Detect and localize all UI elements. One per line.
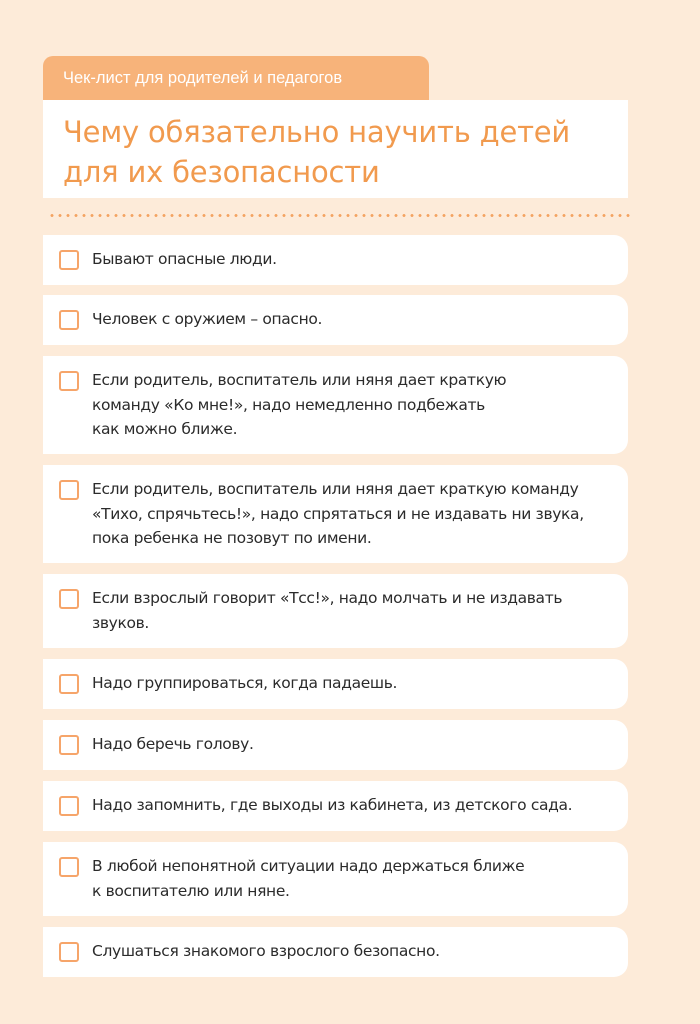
checklist-item-line: Надо группироваться, когда падаешь. (92, 674, 398, 692)
checklist-item (43, 574, 628, 648)
checkbox[interactable] (59, 674, 79, 694)
checkbox[interactable] (59, 250, 79, 270)
dotted-divider (48, 214, 630, 217)
checklist-item-text (92, 368, 618, 442)
checklist-item (43, 720, 628, 770)
checklist-item (43, 781, 628, 831)
checklist-item-text (92, 247, 618, 272)
checklist-item-text (92, 732, 618, 757)
checklist-item (43, 235, 628, 285)
checklist-item-text (92, 586, 618, 635)
checklist-item (43, 295, 628, 345)
checklist-item-text (92, 854, 618, 903)
checklist-item-text (92, 477, 618, 551)
checklist-item (43, 927, 628, 977)
checklist-item-text (92, 671, 618, 696)
checklist-item-line: Надо беречь голову. (92, 735, 254, 753)
page-title-line-1: Чему обязательно научить детей (63, 115, 571, 149)
page-title-line-2: для их безопасности (63, 155, 380, 189)
checklist-item-line: команду «Ко мне!», надо немедленно подбежать (92, 395, 485, 414)
checklist-item-line: Если родитель, воспитатель или няня дает краткую команду (92, 480, 579, 498)
checklist-item-line: Бывают опасные люди. (92, 250, 277, 268)
checklist-item-line: В любой непонятной ситуации надо держаться ближе (92, 857, 525, 875)
checklist-item (43, 659, 628, 709)
checklist-item (43, 356, 628, 454)
checklist-category-tag (43, 56, 429, 100)
checklist-item-line: к воспитателю или няне. (92, 881, 290, 900)
checkbox[interactable] (59, 735, 79, 755)
checklist-item (43, 842, 628, 916)
checkbox[interactable] (59, 942, 79, 962)
checkbox[interactable] (59, 371, 79, 391)
checklist-item-line: «Тихо, спрячьтесь!», надо спрятаться и не издавать ни звука, (92, 504, 584, 523)
checklist-item-line: Надо запомнить, где выходы из кабинета, из детского сада. (92, 796, 573, 814)
checklist-item (43, 465, 628, 563)
checklist-item-text (92, 939, 618, 964)
checkbox[interactable] (59, 310, 79, 330)
checklist-item-line: Если взрослый говорит «Тсс!», надо молчать и не издавать (92, 589, 563, 607)
title-box (43, 100, 628, 198)
checklist-item-line: Человек с оружием – опасно. (92, 310, 323, 328)
checkbox[interactable] (59, 589, 79, 609)
checklist-item-text (92, 793, 618, 818)
checklist-item-line: Если родитель, воспитатель или няня дает краткую (92, 371, 507, 389)
checklist-item-line: звуков. (92, 613, 150, 632)
category-tag-label: Чек-лист для родителей и педагогов (63, 69, 343, 87)
checklist-item-line: Слушаться знакомого взрослого безопасно. (92, 942, 440, 960)
checklist-item-line: как можно ближе. (92, 420, 238, 438)
checkbox[interactable] (59, 857, 79, 877)
checklist-item-line: пока ребенка не позовут по имени. (92, 529, 372, 547)
checkbox[interactable] (59, 796, 79, 816)
checklist-item-text (92, 307, 618, 332)
checkbox[interactable] (59, 480, 79, 500)
